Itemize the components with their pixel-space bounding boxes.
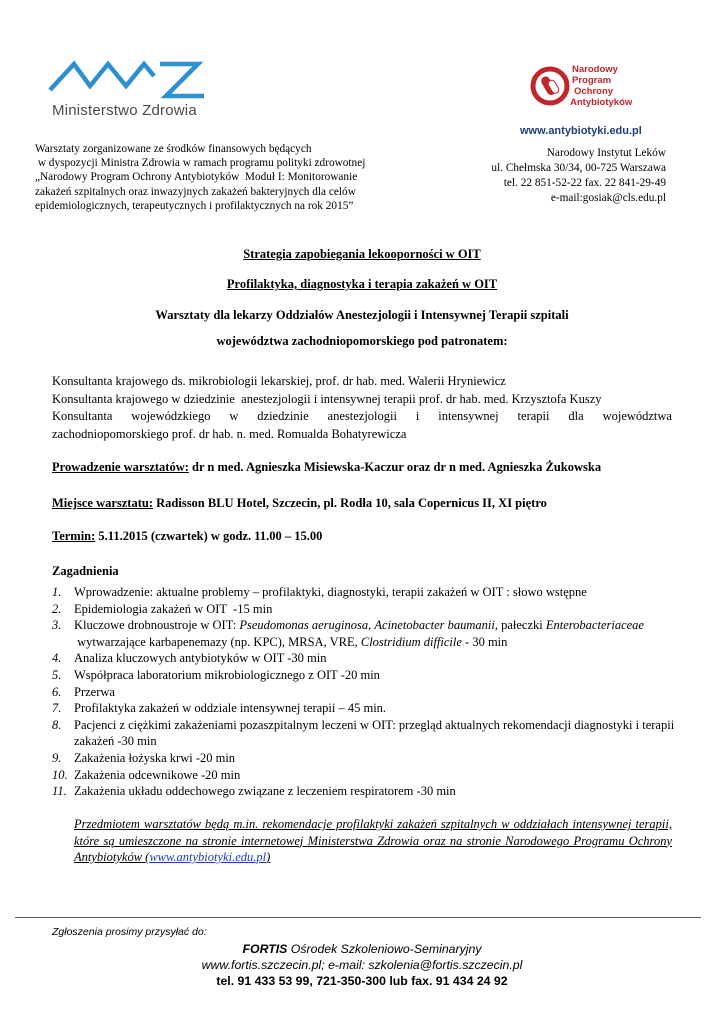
venue-value: Radisson BLU Hotel, Szczecin, pl. Rodła 10, sala Copernicus II, XI piętro (153, 496, 547, 510)
patron-line: Konsultanta wojewódzkiego w dziedzinie anestezjologii i intensywnej terapii dla województwa (52, 409, 672, 423)
funding-line: zakażeń szpitalnych oraz inwazyjnych zakażeń bakteryjnych dla celów (35, 185, 356, 198)
list-item: 4. Analiza kluczowych antybiotyków w OIT -30 min (52, 651, 327, 666)
leaders-label: Prowadzenie warsztatów: (52, 460, 189, 474)
footer-divider (15, 917, 701, 918)
list-item: 7. Profilaktyka zakażeń w oddziale intensywnej terapii – 45 min. (52, 701, 387, 716)
institute-phone: tel. 22 851-52-22 fax. 22 841-29-49 (503, 177, 666, 189)
patron-line: Konsultanta krajowego ds. mikrobiologii lekarskiej, prof. dr hab. med. Walerii Hryniewicz (52, 374, 506, 388)
organizer-name: FORTIS Ośrodek Szkoleniowo-Seminaryjny (242, 942, 482, 956)
term-label: Termin: (52, 529, 96, 543)
list-item: 1. Wprowadzenie: aktualne problemy – profilaktyki, diagnostyki, terapii zakażeń w OIT : słowo wstępne (52, 585, 587, 599)
workshop-leaders (52, 460, 601, 475)
funding-line: epidemiologicznych, terapeutycznych i profilaktycznych na rok 2015” (35, 199, 354, 212)
list-item: 5. Współpraca laboratorium mikrobiologicznego z OIT -20 min (52, 667, 380, 682)
list-item: 8. Pacjenci z ciężkimi zakażeniami pozaszpitalnym leczeni w OIT: przegląd aktualnych rekomendacji diagnostyki i terapii zakażeń -30 min (52, 717, 675, 749)
title-voivodeship: województwa zachodniopomorskiego pod patronatem: (216, 334, 508, 348)
list-item: 2. Epidemiologia zakażeń w OIT -15 min (52, 601, 273, 616)
list-item: 6. Przerwa (52, 684, 115, 699)
institute-address (491, 146, 666, 206)
program-logo-line-4: Antybiotyków (570, 97, 633, 108)
organizer-web-email[interactable]: www.fortis.szczecin.pl; e-mail: szkolenia@fortis.szczecin.pl (201, 958, 523, 972)
funding-line: w dyspozycji Ministra Zdrowia w ramach programu polityki zdrowotnej (35, 157, 366, 170)
topics-list (52, 584, 682, 800)
program-logo-line-3: Ochrony (574, 86, 614, 97)
institute-street: ul. Chełmska 30/34, 00-725 Warszawa (491, 162, 666, 174)
registration-label: Zgłoszenia prosimy przysyłać do: (52, 926, 207, 938)
leaders-value: dr n med. Agnieszka Misiewska-Kaczur oraz dr n med. Agnieszka Żukowska (188, 460, 602, 474)
registration-contact (0, 941, 724, 989)
title-workshops: Warsztaty dla lekarzy Oddziałów Anestezjologii i Intensywnej Terapii szpitali (155, 308, 569, 322)
patron-line: zachodniopomorskiego prof. dr hab. n. med. Romualda Bohatyrewicza (52, 426, 407, 441)
patrons-list (52, 373, 672, 443)
recommendations-note: Przedmiotem warsztatów będą m.in. rekomendacje profilaktyki zakażeń szpitalnych w oddziałach intensywnej terapii, które są umieszczone na stronie internetowej Ministerstwa Zdrowia oraz na stronie Narodowego Programu Ochrony Antybiotyków (www.antybiotyki.edu.pl) (74, 817, 672, 864)
funding-line: Warsztaty zorganizowane ze środków finansowych będących (35, 143, 312, 155)
program-logo-line-2: Program (572, 75, 612, 86)
funding-statement (35, 142, 395, 213)
institute-email[interactable]: e-mail:gosiak@cls.edu.pl (550, 192, 666, 204)
term-value: 5.11.2015 (czwartek) w godz. 11.00 – 15.00 (95, 529, 323, 543)
list-item: 3. Kluczowe drobnoustroje w OIT: Pseudomonas aeruginosa, Acinetobacter baumanii, pałeczki Enterobacteriaceae wytwarzające karbapenemazy (np. KPC), MRSA, VRE, Clostridium difficile - 30 min (52, 618, 644, 649)
list-item: 9. Zakażenia łożyska krwi -20 min (52, 750, 236, 765)
program-website-link[interactable]: www.antybiotyki.edu.pl (149, 850, 267, 864)
program-logo-line-1: Narodowy (572, 64, 618, 75)
institute-name: Narodowy Instytut Leków (546, 147, 666, 159)
list-item: 10. Zakażenia odcewnikowe -20 min (52, 767, 241, 782)
title-strategy: Strategia zapobiegania lekooporności w OIT (243, 247, 481, 261)
workshop-venue (52, 496, 547, 511)
program-logo-icon (528, 60, 648, 116)
ministry-name: Ministerstwo Zdrowia (52, 102, 197, 119)
venue-label: Miejsce warsztatu: (52, 496, 153, 510)
funding-line: „Narodowy Program Ochrony Antybiotyków Moduł I: Monitorowanie (35, 171, 358, 184)
organizer-phones: tel. 91 433 53 99, 721-350-300 lub fax. 91 434 24 92 (216, 974, 508, 988)
list-item: 11. Zakażenia układu oddechowego związane z leczeniem respiratorem -30 min (52, 784, 456, 799)
workshop-term (52, 529, 322, 544)
topics-heading: Zagadnienia (52, 564, 119, 578)
program-url[interactable]: www.antybiotyki.edu.pl (520, 125, 642, 137)
patron-line: Konsultanta krajowego w dziedzinie anestezjologii i intensywnej terapii prof. dr hab. med. Krzysztofa Kuszy (52, 391, 602, 406)
title-prophylaxis: Profilaktyka, diagnostyka i terapia zakażeń w OIT (226, 277, 498, 291)
